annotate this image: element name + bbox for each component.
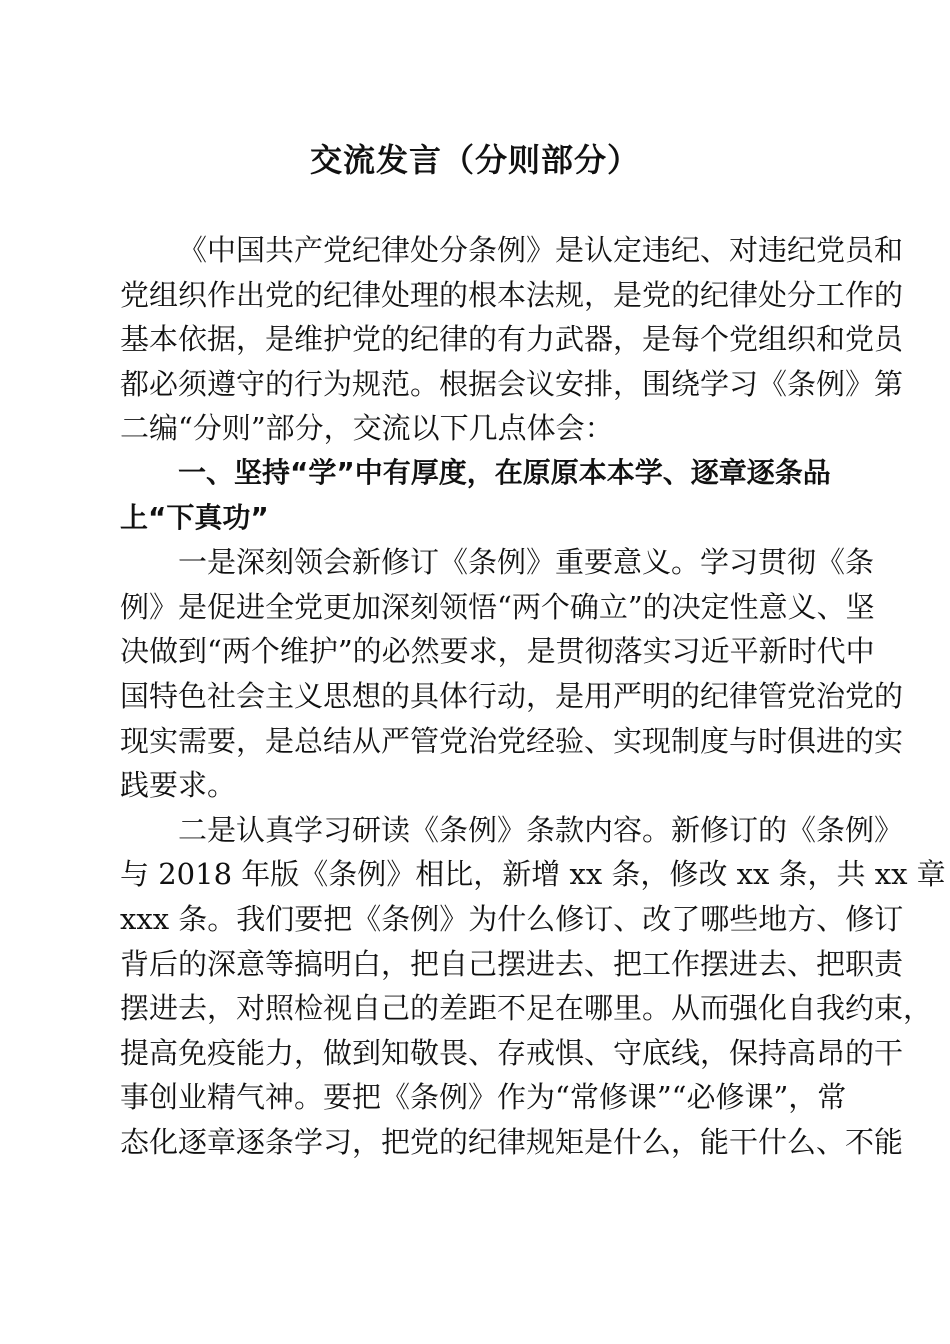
text-line: 例》是促进全党更加深刻领悟“两个确立”的决定性意义、坚 [120,589,875,624]
text-line: 与 2018 年版《条例》相比，新增 xx 条，修改 xx 条，共 xx 章 [120,857,946,892]
text-line: 现实需要，是总结从严管党治党经验、实现制度与时俱进的实 [120,723,904,758]
text-line: 上“下真功” [120,500,269,534]
text-line: 国特色社会主义思想的具体行动，是用严明的纪律管党治党的 [120,678,904,713]
paragraph [120,808,946,1165]
text-line: 摆进去，对照检视自己的差距不足在哪里。从而强化自我约束， [120,991,933,1026]
text-line: 基本依据，是维护党的纪律的有力武器，是每个党组织和党员 [120,322,904,357]
text-line: 二是认真学习研读《条例》条款内容。新修订的《条例》 [178,812,904,847]
paragraph [120,540,904,808]
text-line: 党组织作出党的纪律处理的根本法规，是党的纪律处分工作的 [120,277,904,312]
text-line: 态化逐章逐条学习，把党的纪律规矩是什么，能干什么、不能 [120,1124,904,1159]
text-line: xxx 条。我们要把《条例》为什么修订、改了哪些地方、修订 [120,901,904,936]
text-line: 都必须遵守的行为规范。根据会议安排，围绕学习《条例》第 [120,366,904,401]
document-body [120,228,946,1164]
text-line: 一、坚持“学”中有厚度，在原原本本学、逐章逐条品 [178,455,831,489]
text-line: 提高免疫能力，做到知敬畏、存戒惧、守底线，保持高昂的干 [120,1035,904,1070]
text-line: 践要求。 [120,768,237,803]
text-line: 事创业精气神。要把《条例》作为“常修课”“必修课”，常 [120,1080,847,1115]
text-line: 《中国共产党纪律处分条例》是认定违纪、对违纪党员和 [178,233,904,267]
paragraph [120,228,904,451]
text-line: 背后的深意等搞明白，把自己摆进去、把工作摆进去、把职责 [120,946,904,981]
text-line: 一是深刻领会新修订《条例》重要意义。学习贯彻《条 [178,545,875,580]
document-title: 交流发言（分则部分） [309,141,640,179]
section-heading [120,451,831,540]
text-line: 决做到“两个维护”的必然要求，是贯彻落实习近平新时代中 [120,634,875,669]
text-line: 二编“分则”部分，交流以下几点体会： [120,411,614,446]
